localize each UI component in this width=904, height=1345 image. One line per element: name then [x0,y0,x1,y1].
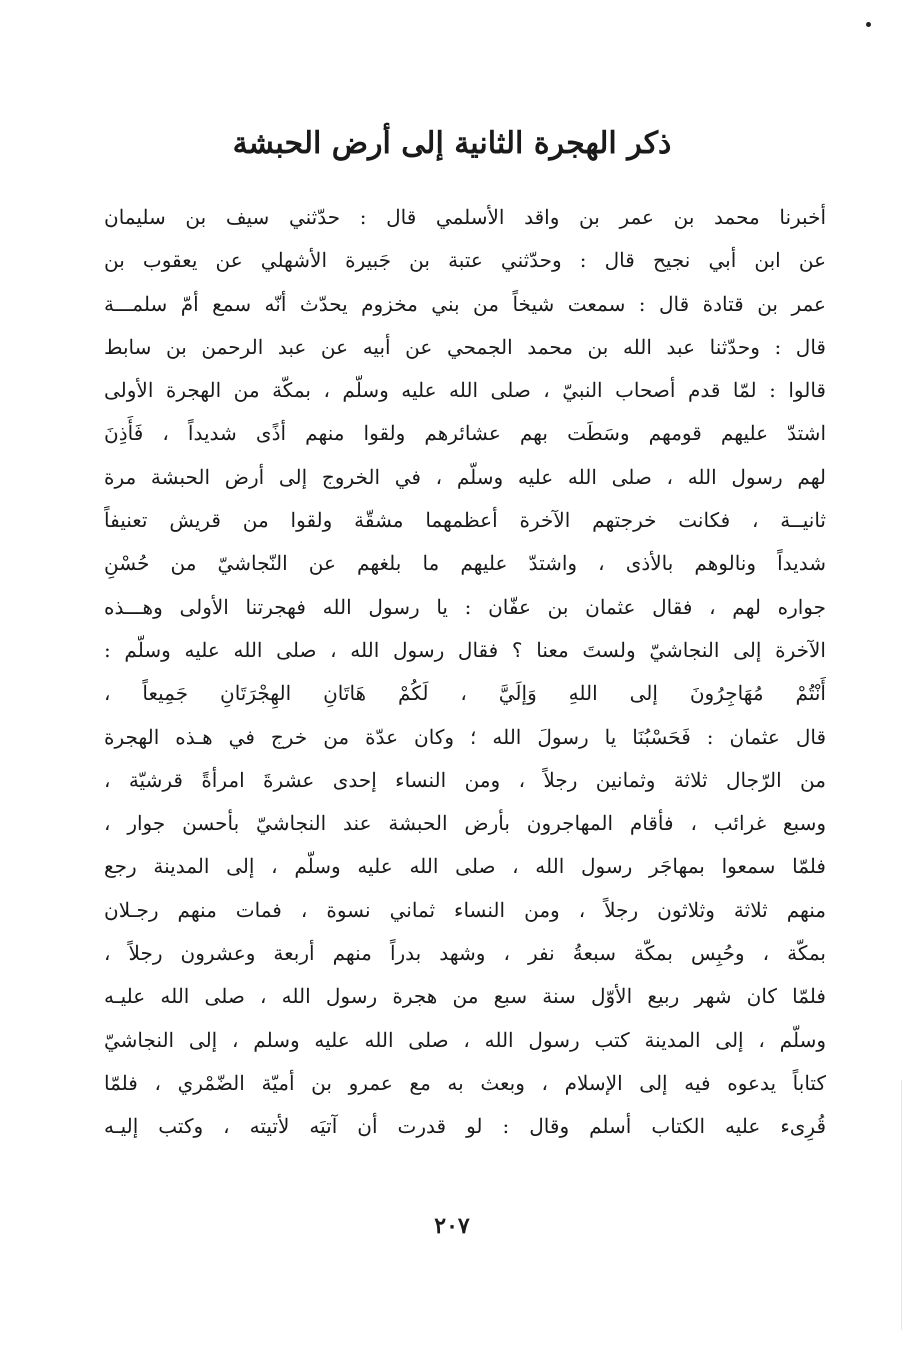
text-line: الآخرة إلى النجاشيّ ولستَ معنا ؟ فقال رسول الله ، صلى الله عليه وسلّم : [104,637,826,662]
text-line: لهم رسول الله ، صلى الله عليه وسلّم ، في الخروج إلى أرض الحبشة مرة [104,464,826,489]
text-line: ثانيــة ، فكانت خرجتهم الآخرة أعظمهما مشقّة ولقوا من قريش تعنيفاً [104,508,826,533]
text-line: فلمّا كان شهر ربيع الأوّل سنة سبع من هجرة رسول الله ، صلى الله عليـه [104,984,826,1009]
text-line: قال عثمان : فَحَسْبُنَا يا رسولَ الله ؛ وكان عدّة من خرج في هـذه الهجرة [104,724,826,749]
text-line: أَنْتُمْ مُهَاجِرُونَ إلى اللهِ وَإلَيَّ ، لَكُمْ هَاتَانِ الهِجْرَتَانِ جَمِيعاً ، [104,681,826,706]
text-line: بمكّة ، وحُبِس بمكّة سبعةُ نفر ، وشهد بدراً منهم أربعة وعشرون رجلاً ، [104,941,826,966]
chapter-title: ذكر الهجرة الثانية إلى أرض الحبشة [232,126,672,161]
text-line: وسبع غرائب ، فأقام المهاجرون بأرض الحبشة عند النجاشيّ بأحسن جوار ، [104,811,826,836]
text-line: قالوا : لمّا قدم أصحاب النبيّ ، صلى الله عليه وسلّم ، بمكّة من الهجرة الأولى [104,378,826,403]
text-line: كتاباً يدعوه فيه إلى الإسلام ، وبعث به مع عمرو بن أميّة الضّمْري ، فلمّا [104,1070,826,1095]
text-line: قُرِىء عليه الكتاب أسلم وقال : لو قدرت أن آتيَه لأتيته ، وكتب إليـه [104,1114,826,1139]
text-line: فلمّا سمعوا بمهاجَر رسول الله ، صلى الله عليه وسلّم ، إلى المدينة رجع [104,854,826,879]
text-line: جواره لهم ، فقال عثمان بن عفّان : يا رسول الله فهجرتنا الأولى وهـــذه [104,594,826,619]
text-line: شديداً ونالوهم بالأذى ، واشتدّ عليهم ما بلغهم عن النّجاشيّ من حُسْنِ [104,551,826,576]
text-line: منهم ثلاثة وثلاثون رجلاً ، ومن النساء ثماني نسوة ، فمات منهم رجـلان [104,897,826,922]
text-line: وسلّم ، إلى المدينة كتب رسول الله ، صلى الله عليه وسلم ، إلى النجاشيّ [104,1027,826,1052]
margin-dot [866,22,871,27]
text-line: اشتدّ عليهم قومهم وسَطَت بهم عشائرهم ولقوا منهم أذًى شديداً ، فَأَذِنَ [104,421,826,446]
text-line: قال : وحدّثنا عبد الله بن محمد الجمحي عن أبيه عن عبد الرحمن بن سابط [104,334,826,359]
text-line: من الرّجال ثلاثة وثمانين رجلاً ، ومن النساء إحدى عشرةَ امرأةً قرشيّة ، [104,767,826,792]
page-edge-shadow [901,1080,902,1330]
page-number: ٢٠٧ [434,1213,470,1239]
body-paragraph [104,196,826,1149]
text-line: أخبرنا محمد بن عمر بن واقد الأسلمي قال : حدّثني سيف بن سليمان [104,205,826,229]
text-line: عمر بن قتادة قال : سمعت شيخاً من بني مخزوم يحدّث أنّه سمع أمّ سلمـــة [104,291,826,316]
text-line: عن ابن أبي نجيح قال : وحدّثني عتبة بن جَبيرة الأشهلي عن يعقوب بن [104,248,826,273]
